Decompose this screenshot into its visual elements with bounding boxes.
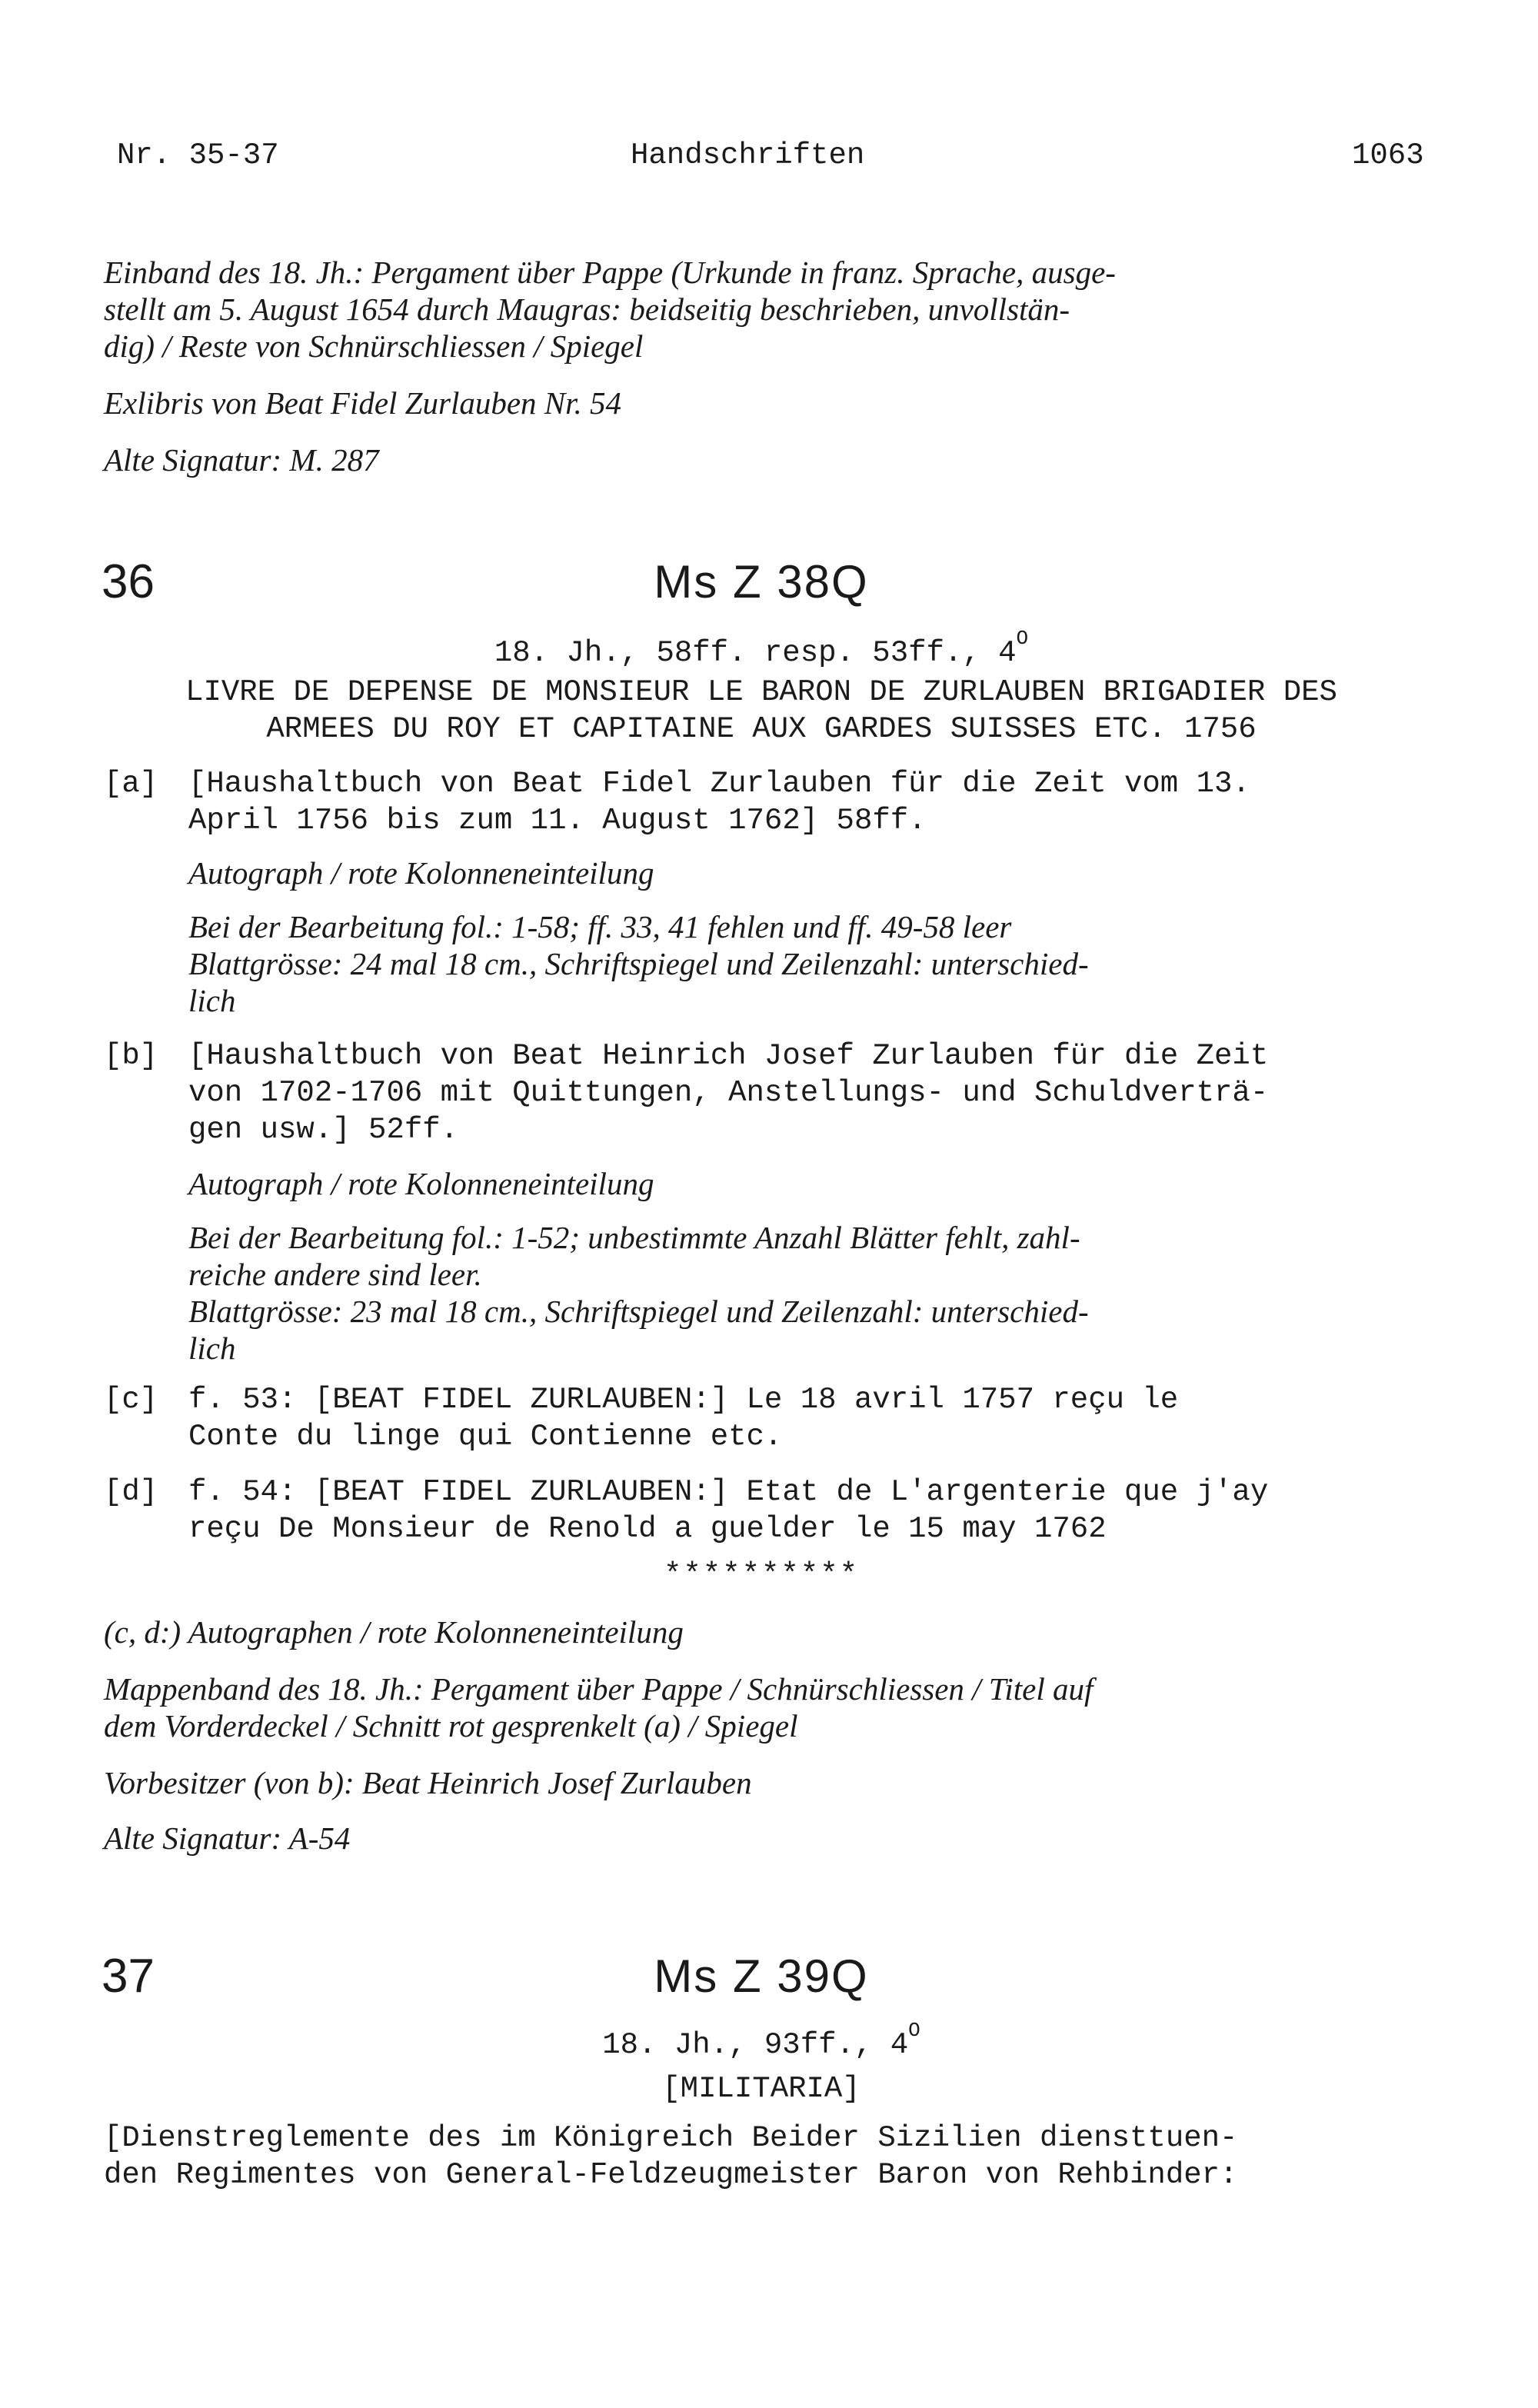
entry35-old-signature: Alte Signatur: M. 287 xyxy=(104,442,379,478)
part-b-physical xyxy=(188,1219,1426,1367)
running-header-left: Nr. 35-37 xyxy=(117,138,279,172)
page-number: 1063 xyxy=(1352,138,1424,172)
text-line: reçu De Monsieur de Renold a guelder le 15 may 1762 xyxy=(188,1512,1107,1546)
text-line: Einband des 18. Jh.: Pergament über Pappe (Urkunde in franz. Sprache, ausge- xyxy=(104,255,1116,290)
entry35-exlibris: Exlibris von Beat Fidel Zurlauben Nr. 54 xyxy=(104,385,622,421)
text-line: den Regimentes von General-Feldzeugmeister Baron von Rehbinder: xyxy=(104,2158,1238,2192)
text-line: gen usw.] 52ff. xyxy=(188,1113,459,1147)
text-line: [Haushaltbuch von Beat Fidel Zurlauben für die Zeit vom 13. xyxy=(188,767,1250,801)
entry-number: 37 xyxy=(102,1950,155,2003)
cd-note: (c, d:) Autographen / rote Kolonneneinteilung xyxy=(104,1614,684,1650)
format-superscript: O xyxy=(1016,627,1029,650)
format-superscript: O xyxy=(908,2019,920,2042)
entry37-text xyxy=(104,2120,1426,2193)
entry-meta xyxy=(0,620,1523,671)
entry-title xyxy=(0,674,1523,748)
text-line: Blattgrösse: 24 mal 18 cm., Schriftspiegel und Zeilenzahl: unterschied- xyxy=(188,946,1089,981)
text-line: April 1756 bis zum 11. August 1762] 58ff. xyxy=(188,804,927,838)
part-a-physical xyxy=(188,908,1426,1019)
text-line: lich xyxy=(188,983,236,1018)
part-label: [b] xyxy=(104,1039,158,1073)
part-c-text xyxy=(188,1381,1426,1455)
part-d-text xyxy=(188,1474,1426,1547)
text-line: Bei der Bearbeitung fol.: 1-52; unbestimmte Anzahl Blätter fehlt, zahl- xyxy=(188,1220,1080,1255)
part-label: [a] xyxy=(104,767,158,801)
text-line: LIVRE DE DEPENSE DE MONSIEUR LE BARON DE ZURLAUBEN BRIGADIER DES xyxy=(185,675,1337,709)
separator: ********** xyxy=(663,1558,860,1592)
part-label: [c] xyxy=(104,1383,158,1417)
text-line: Conte du linge qui Contienne etc. xyxy=(188,1420,783,1454)
text-line: [Dienstreglemente des im Königreich Beider Sizilien diensttuen- xyxy=(104,2121,1238,2155)
shelfmark: Ms Z 39Q xyxy=(654,1950,869,2002)
text-line: reiche andere sind leer. xyxy=(188,1257,482,1292)
text-line: Bei der Bearbeitung fol.: 1-58; ff. 33, 41 fehlen und ff. 49-58 leer xyxy=(188,909,1012,944)
text-line: ARMEES DU ROY ET CAPITAINE AUX GARDES SUISSES ETC. 1756 xyxy=(266,712,1257,746)
text-line: lich xyxy=(188,1331,236,1366)
text-line: Mappenband des 18. Jh.: Pergament über Pappe / Schnürschliessen / Titel auf xyxy=(104,1671,1094,1707)
text-line: f. 54: [BEAT FIDEL ZURLAUBEN:] Etat de L'argenterie que j'ay xyxy=(188,1475,1269,1509)
entry-number: 36 xyxy=(102,555,155,608)
entry36-binding xyxy=(104,1670,1426,1744)
entry-meta xyxy=(0,2012,1523,2063)
part-a-text xyxy=(188,765,1426,839)
text-line: f. 53: [BEAT FIDEL ZURLAUBEN:] Le 18 avril 1757 reçu le xyxy=(188,1383,1179,1417)
text-line: von 1702-1706 mit Quittungen, Anstellungs- und Schuldverträ- xyxy=(188,1076,1269,1110)
entry36-old-signature: Alte Signatur: A-54 xyxy=(104,1820,351,1856)
previous-owner: Vorbesitzer (von b): Beat Heinrich Josef Zurlauben xyxy=(104,1765,752,1800)
text-line: dig) / Reste von Schnürschliessen / Spiegel xyxy=(104,328,644,364)
meta-text: 18. Jh., 93ff., 4 xyxy=(602,2028,909,2062)
part-b-notes: Autograph / rote Kolonneneinteilung xyxy=(188,1166,654,1201)
running-header-title: Handschriften xyxy=(631,138,865,172)
shelfmark: Ms Z 38Q xyxy=(654,556,869,608)
text-line: stellt am 5. August 1654 durch Maugras: beidseitig beschrieben, unvollstän- xyxy=(104,291,1070,327)
part-label: [d] xyxy=(104,1475,158,1509)
part-b-text xyxy=(188,1037,1426,1148)
entry35-binding xyxy=(104,254,1426,365)
part-a-notes: Autograph / rote Kolonneneinteilung xyxy=(188,855,654,891)
text-line: dem Vorderdeckel / Schnitt rot gesprenkelt (a) / Spiegel xyxy=(104,1708,798,1744)
meta-text: 18. Jh., 58ff. resp. 53ff., 4 xyxy=(494,636,1017,670)
text-line: Blattgrösse: 23 mal 18 cm., Schriftspiegel und Zeilenzahl: unterschied- xyxy=(188,1294,1089,1329)
text-line: [Haushaltbuch von Beat Heinrich Josef Zurlauben für die Zeit xyxy=(188,1039,1269,1073)
entry-title: [MILITARIA] xyxy=(662,2072,861,2106)
